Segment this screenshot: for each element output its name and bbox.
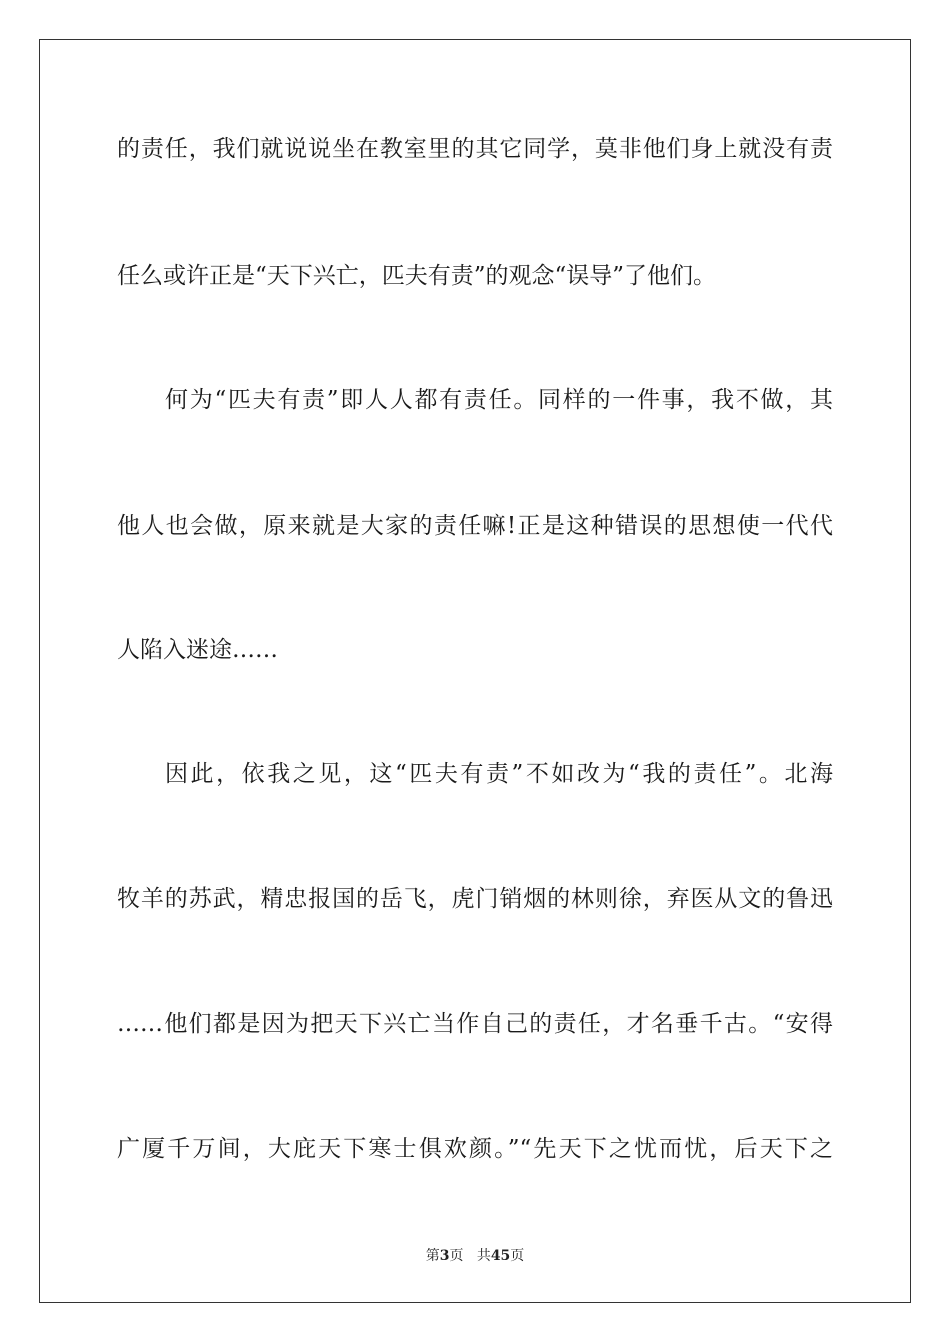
text-line-6: 因此，依我之见，这“匹夫有责”不如改为“我的责任”。北海 bbox=[165, 761, 833, 787]
text-line-3: 何为“匹夫有责”即人人都有责任。同样的一件事，我不做，其 bbox=[165, 387, 833, 413]
text-line-9: 广厦千万间，大庇天下寒士俱欢颜。”“先天下之忧而忧，后天下之 bbox=[117, 1136, 833, 1162]
text-line-5: 人陷入迷途…… bbox=[117, 637, 278, 663]
footer-total-prefix: 共 bbox=[476, 1248, 491, 1264]
text-line-1: 的责任，我们就说说坐在教室里的其它同学，莫非他们身上就没有责 bbox=[117, 136, 833, 162]
footer-prefix: 第 bbox=[425, 1248, 440, 1264]
text-line-8: ……他们都是因为把天下兴亡当作自己的责任，才名垂千古。“安得 bbox=[117, 1011, 833, 1037]
footer-total-suffix: 页 bbox=[510, 1248, 525, 1264]
text-line-4: 他人也会做，原来就是大家的责任嘛!正是这种错误的思想使一代代 bbox=[117, 513, 833, 539]
page-border bbox=[39, 39, 911, 1303]
footer-page-number: 3 bbox=[439, 1248, 450, 1264]
text-line-7: 牧羊的苏武，精忠报国的岳飞，虎门销烟的林则徐，弃医从文的鲁迅 bbox=[117, 886, 833, 912]
page-footer bbox=[0, 1247, 950, 1265]
footer-page-suffix: 页 bbox=[449, 1248, 464, 1264]
text-line-2: 任么或许正是“天下兴亡，匹夫有责”的观念“误导”了他们。 bbox=[117, 263, 717, 289]
footer-total-pages: 45 bbox=[490, 1248, 511, 1264]
